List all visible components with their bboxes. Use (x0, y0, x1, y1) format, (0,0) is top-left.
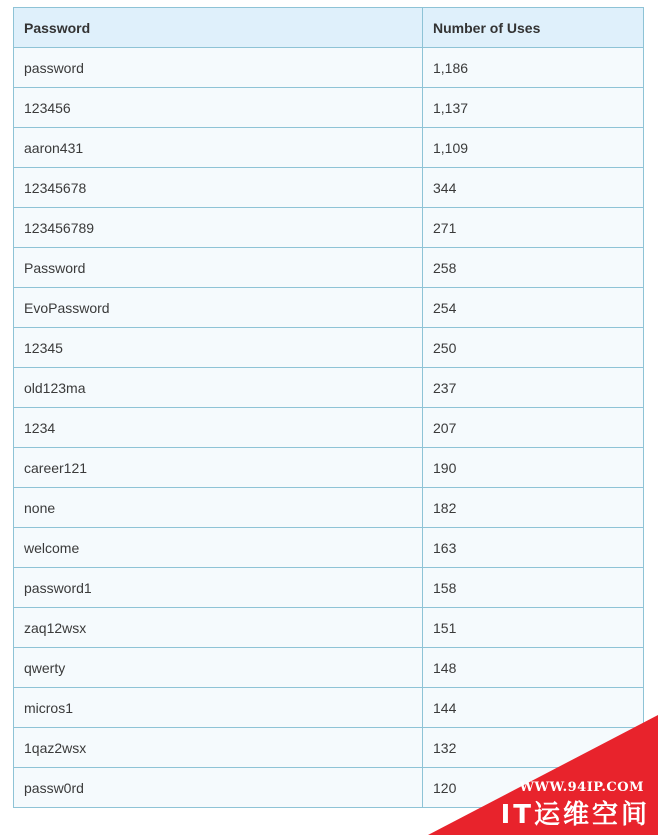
uses-cell: 190 (423, 448, 644, 488)
password-cell: 123456789 (14, 208, 423, 248)
uses-cell: 1,186 (423, 48, 644, 88)
table-row (14, 488, 644, 528)
uses-cell: 1,109 (423, 128, 644, 168)
password-table-container (13, 7, 643, 808)
table-row (14, 88, 644, 128)
uses-cell: 254 (423, 288, 644, 328)
password-cell: welcome (14, 528, 423, 568)
uses-cell: 250 (423, 328, 644, 368)
table-row (14, 208, 644, 248)
uses-cell: 258 (423, 248, 644, 288)
uses-cell: 271 (423, 208, 644, 248)
password-cell: zaq12wsx (14, 608, 423, 648)
uses-cell: 207 (423, 408, 644, 448)
password-cell: qwerty (14, 648, 423, 688)
uses-cell: 148 (423, 648, 644, 688)
table-row (14, 768, 644, 808)
password-cell: micros1 (14, 688, 423, 728)
watermark-name: IT运维空间 (500, 800, 650, 830)
uses-cell: 237 (423, 368, 644, 408)
password-cell: 1qaz2wsx (14, 728, 423, 768)
table-row (14, 328, 644, 368)
uses-cell: 344 (423, 168, 644, 208)
table-row (14, 368, 644, 408)
password-cell: 1234 (14, 408, 423, 448)
table-row (14, 288, 644, 328)
uses-cell: 158 (423, 568, 644, 608)
watermark-url: WWW.94IP.COM (519, 780, 644, 795)
table-row (14, 528, 644, 568)
password-cell: 12345 (14, 328, 423, 368)
password-cell: aaron431 (14, 128, 423, 168)
uses-cell: 144 (423, 688, 644, 728)
table-row (14, 168, 644, 208)
password-cell: career121 (14, 448, 423, 488)
password-table (13, 7, 644, 808)
password-cell: password (14, 48, 423, 88)
table-row (14, 48, 644, 88)
table-row (14, 608, 644, 648)
table-row (14, 648, 644, 688)
password-cell: old123ma (14, 368, 423, 408)
table-row (14, 688, 644, 728)
password-cell: EvoPassword (14, 288, 423, 328)
password-cell: 123456 (14, 88, 423, 128)
password-cell: passw0rd (14, 768, 423, 808)
uses-cell: 132 (423, 728, 644, 768)
uses-cell: 120 (423, 768, 644, 808)
table-row (14, 568, 644, 608)
table-header-row (14, 8, 644, 48)
column-header-number-of-uses: Number of Uses (423, 8, 644, 48)
password-cell: 12345678 (14, 168, 423, 208)
uses-cell: 163 (423, 528, 644, 568)
uses-cell: 151 (423, 608, 644, 648)
table-row (14, 408, 644, 448)
table-row (14, 728, 644, 768)
password-cell: Password (14, 248, 423, 288)
uses-cell: 1,137 (423, 88, 644, 128)
password-cell: none (14, 488, 423, 528)
table-body (14, 48, 644, 808)
table-row (14, 248, 644, 288)
table-row (14, 128, 644, 168)
uses-cell: 182 (423, 488, 644, 528)
table-row (14, 448, 644, 488)
column-header-password: Password (14, 8, 423, 48)
password-cell: password1 (14, 568, 423, 608)
